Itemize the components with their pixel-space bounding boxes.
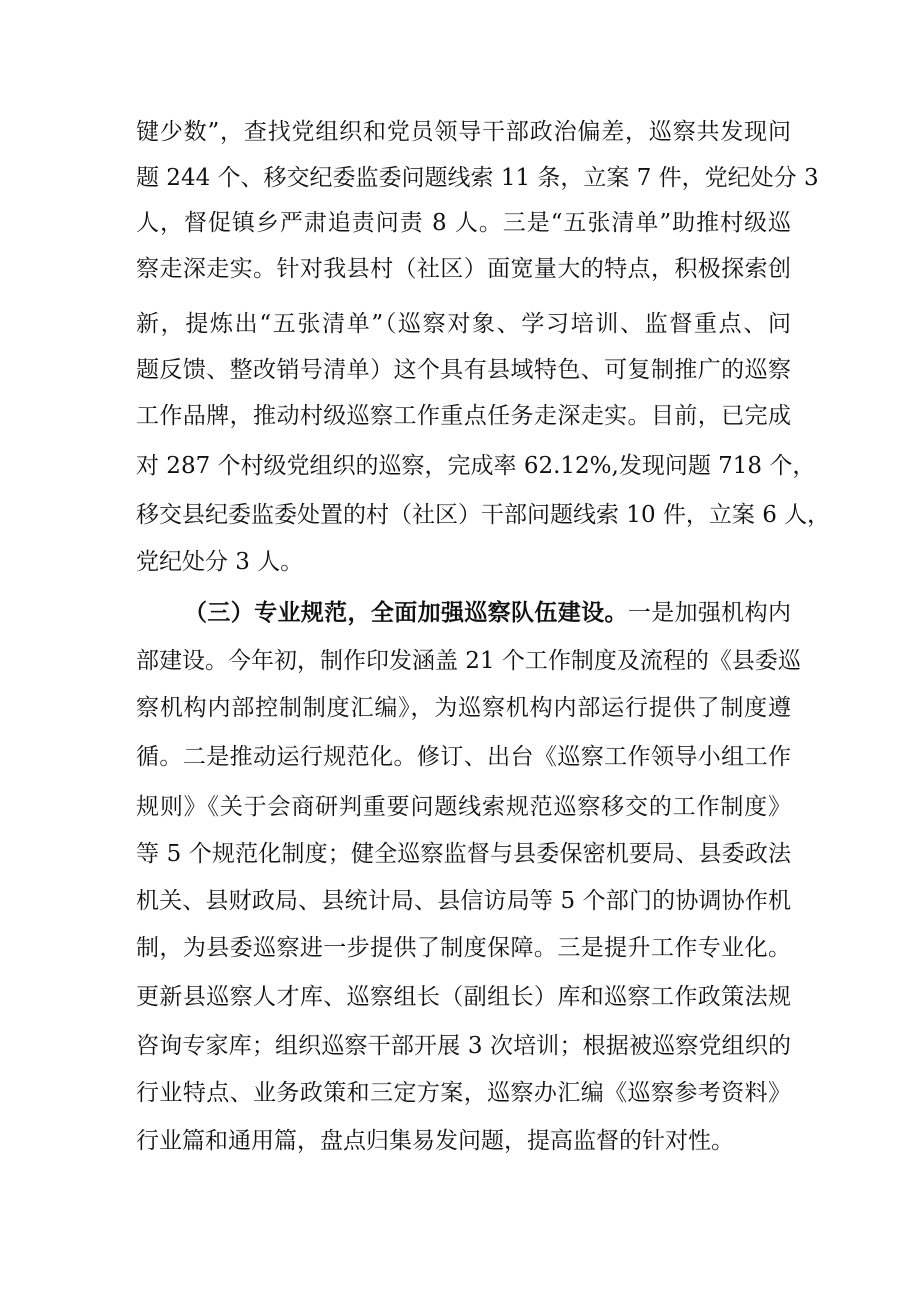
text-line: 部建设。今年初，制作印发涵盖 21 个工作制度及流程的《县委巡 (136, 648, 801, 674)
text-line: 循。二是推动运行规范化。修订、出台《巡察工作领导小组工作 (136, 744, 791, 770)
text-line: 键少数”，查找党组织和党员领导干部政治偏差，巡察共发现问 (136, 119, 791, 145)
text-line: 察走深走实。针对我县村（社区）面宽量大的特点，积极探索创 (136, 256, 791, 282)
text-line: 工作品牌，推动村级巡察工作重点任务走深走实。目前，已完成 (136, 403, 791, 429)
text-line: 等 5 个规范化制度；健全巡察监督与县委保密机要局、县委政法 (136, 841, 791, 867)
text-line: 行业特点、业务政策和三定方案，巡察办汇编《巡察参考资料》 (136, 1080, 791, 1106)
text-line: 对 287 个村级党组织的巡察，完成率 62.12%,发现问题 718 个， (136, 453, 816, 479)
section-heading-line (184, 598, 791, 628)
section-heading-continuation: 一是加强机构内 (627, 600, 792, 626)
text-line: 更新县巡察人才库、巡察组长（副组长）库和巡察工作政策法规 (136, 984, 791, 1010)
text-line: 行业篇和通用篇，盘点归集易发问题，提高监督的针对性。 (136, 1128, 734, 1154)
text-line: 题 244 个、移交纪委监委问题线索 11 条，立案 7 件，党纪处分 3 (136, 165, 819, 191)
text-line: 人，督促镇乡严肃追责问责 8 人。三是“五张清单”助推村级巡 (136, 210, 791, 236)
text-line: 机关、县财政局、县统计局、县信访局等 5 个部门的协调协作机 (136, 888, 791, 914)
text-line: 规则》《关于会商研判重要问题线索规范巡察移交的工作制度》 (136, 794, 791, 820)
section-heading: （三）专业规范，全面加强巡察队伍建设。 (184, 599, 628, 626)
text-line: 咨询专家库；组织巡察干部开展 3 次培训；根据被巡察党组织的 (136, 1033, 791, 1059)
text-line: 新，提炼出“五张清单”（巡察对象、学习培训、监督重点、问 (136, 311, 791, 337)
text-line: 制，为县委巡察进一步提供了制度保障。三是提升工作专业化。 (136, 935, 791, 961)
text-line: 党纪处分 3 人。 (136, 549, 304, 575)
text-line: 察机构内部控制制度汇编》，为巡察机构内部运行提供了制度遵 (136, 695, 791, 721)
text-line: 移交县纪委监委处置的村（社区）干部问题线索 10 件，立案 6 人， (136, 502, 831, 528)
text-line: 题反馈、整改销号清单）这个具有县域特色、可复制推广的巡察 (136, 357, 791, 383)
